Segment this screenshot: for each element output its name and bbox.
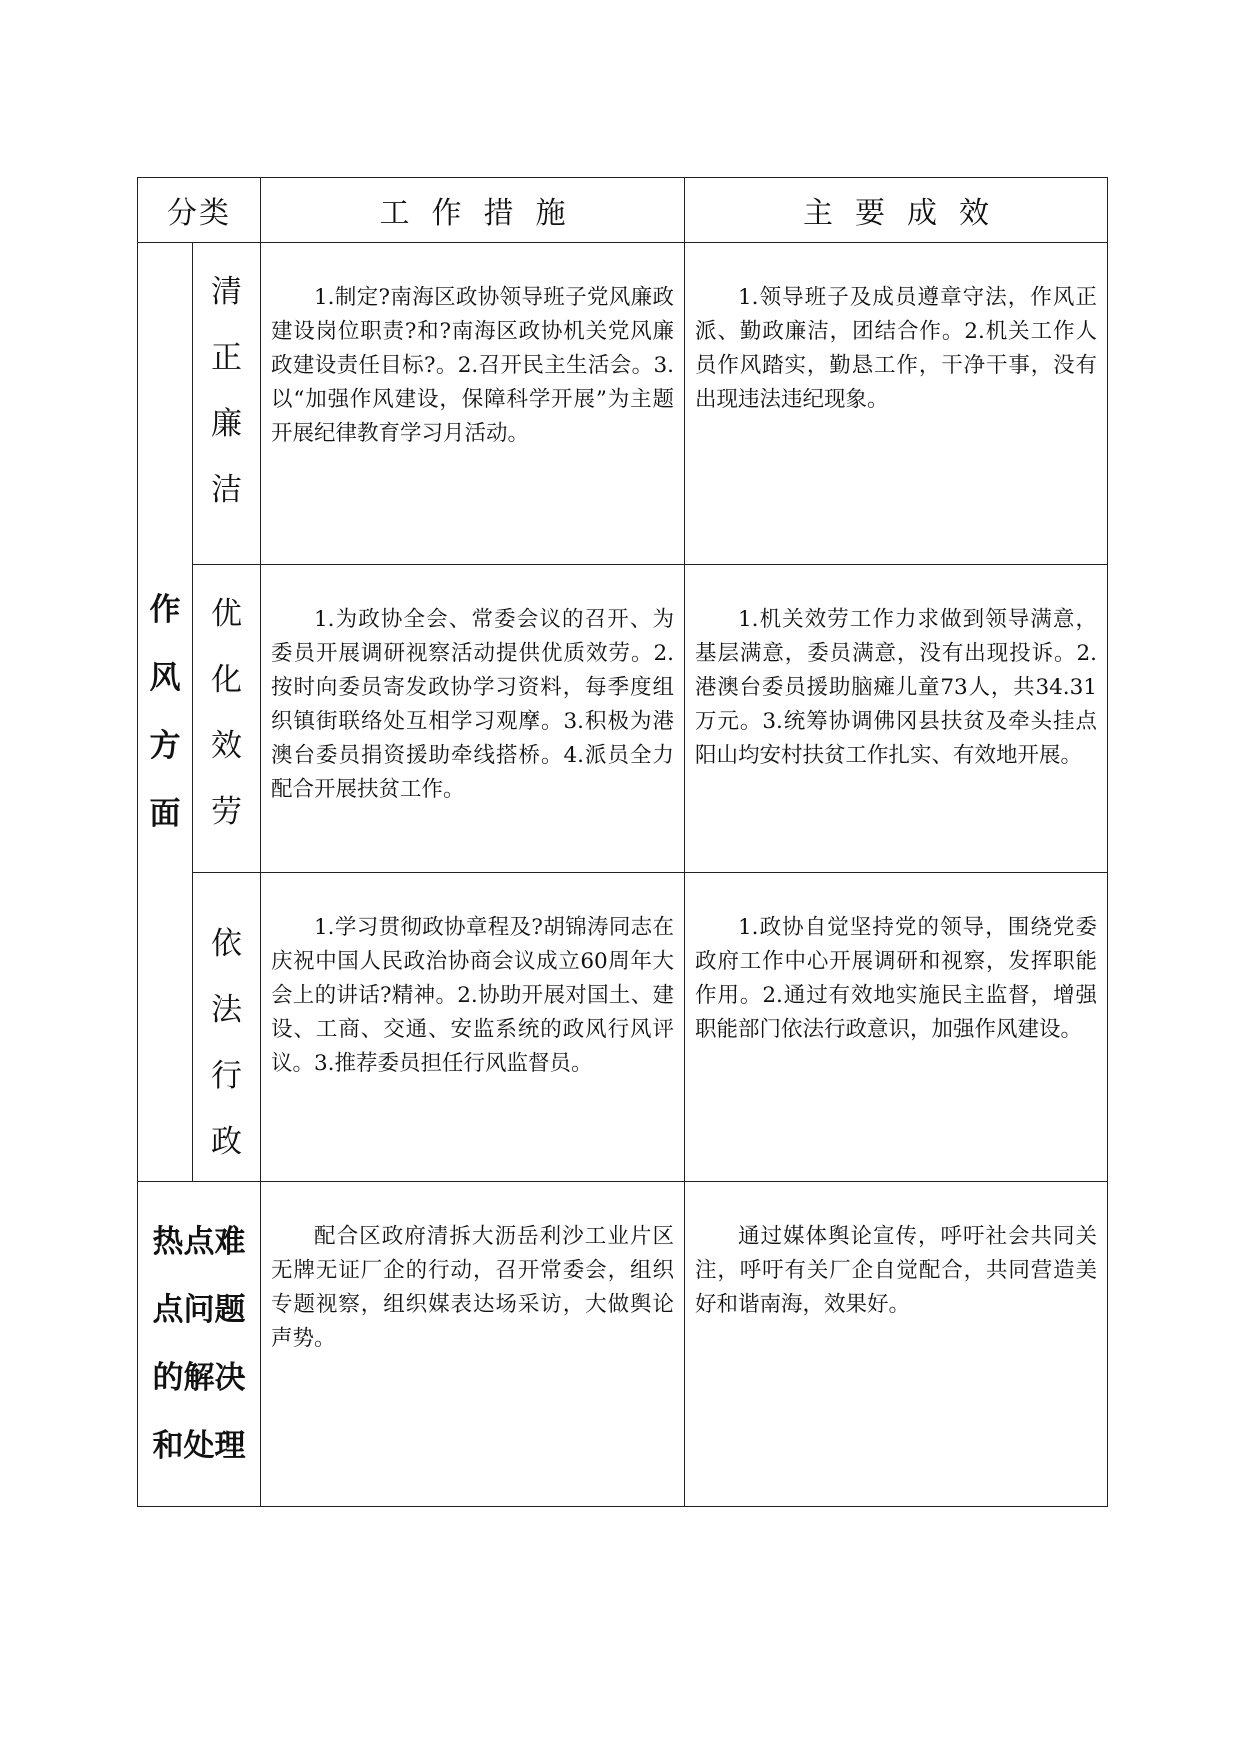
work-report-table — [137, 177, 1108, 1507]
subcategory-char: 优 — [211, 596, 242, 632]
header-category: 分类 — [138, 178, 261, 243]
subcategory-char: 清 — [211, 274, 242, 310]
header-row — [138, 178, 1108, 243]
subcategory-char: 廉 — [211, 406, 242, 442]
header-results: 主要成效 — [685, 178, 1108, 243]
table-row — [138, 873, 1108, 1182]
subcategory-char: 行 — [211, 1058, 242, 1094]
category-zuofeng — [138, 243, 193, 1182]
measures-cell: 1.为政协全会、常委会议的召开、为委员开展调研视察活动提供优质效劳。2.按时向委员寄发政协学习资料，每季度组织镇街联络处互相学习观摩。3.积极为港澳台委员捐资援助牵线搭桥。4.派员全力配合开展扶贫工作。 — [261, 565, 685, 873]
measures-cell: 配合区政府清拆大沥岳利沙工业片区无牌无证厂企的行动，召开常委会，组织专题视察，组织媒表达场采访，大做舆论声势。 — [261, 1182, 685, 1507]
subcategory-char: 化 — [211, 662, 242, 698]
subcategory-char: 劳 — [211, 794, 242, 830]
category-hotspot — [138, 1182, 261, 1507]
category-line: 和处理 — [152, 1428, 246, 1464]
subcategory-qingzheng — [193, 243, 261, 565]
category-char: 方 — [149, 728, 181, 764]
category-char: 面 — [149, 796, 181, 832]
subcategory-youhua — [193, 565, 261, 873]
table-row — [138, 1182, 1108, 1507]
results-cell: 通过媒体舆论宣传，呼吁社会共同关注，呼吁有关厂企自觉配合，共同营造美好和谐南海，效果好。 — [685, 1182, 1108, 1507]
results-cell: 1.机关效劳工作力求做到领导满意，基层满意，委员满意，没有出现投诉。2.港澳台委员援助脑瘫儿童73人，共34.31万元。3.统筹协调佛冈县扶贫及牵头挂点阳山均安村扶贫工作扎实、有效地开展。 — [685, 565, 1108, 873]
measures-cell: 1.制定?南海区政协领导班子党风廉政建设岗位职责?和?南海区政协机关党风廉政建设责任目标?。2.召开民主生活会。3.以“加强作风建设，保障科学开展”为主题开展纪律教育学习月活动。 — [261, 243, 685, 565]
table-row — [138, 565, 1108, 873]
header-measures: 工作措施 — [261, 178, 685, 243]
results-cell: 1.领导班子及成员遵章守法，作风正派、勤政廉洁，团结合作。2.机关工作人员作风踏实，勤恳工作，干净干事，没有出现违法违纪现象。 — [685, 243, 1108, 565]
category-line: 点问题 — [152, 1292, 246, 1328]
subcategory-char: 政 — [211, 1124, 242, 1160]
results-cell: 1.政协自觉坚持党的领导，围绕党委政府工作中心开展调研和视察，发挥职能作用。2.通过有效地实施民主监督，增强职能部门依法行政意识，加强作风建设。 — [685, 873, 1108, 1182]
subcategory-char: 洁 — [211, 472, 242, 508]
subcategory-char: 效 — [211, 728, 242, 764]
subcategory-char: 依 — [211, 926, 242, 962]
measures-cell: 1.学习贯彻政协章程及?胡锦涛同志在庆祝中国人民政治协商会议成立60周年大会上的讲话?精神。2.协助开展对国土、建设、工商、交通、安监系统的政风行风评议。3.推荐委员担任行风监督员。 — [261, 873, 685, 1182]
table-row — [138, 243, 1108, 565]
subcategory-char: 法 — [211, 992, 242, 1028]
subcategory-char: 正 — [211, 340, 242, 376]
category-line: 热点难 — [152, 1224, 246, 1260]
category-char: 风 — [149, 660, 181, 696]
category-line: 的解决 — [152, 1360, 246, 1396]
category-char: 作 — [149, 592, 181, 628]
subcategory-yifa — [193, 873, 261, 1182]
